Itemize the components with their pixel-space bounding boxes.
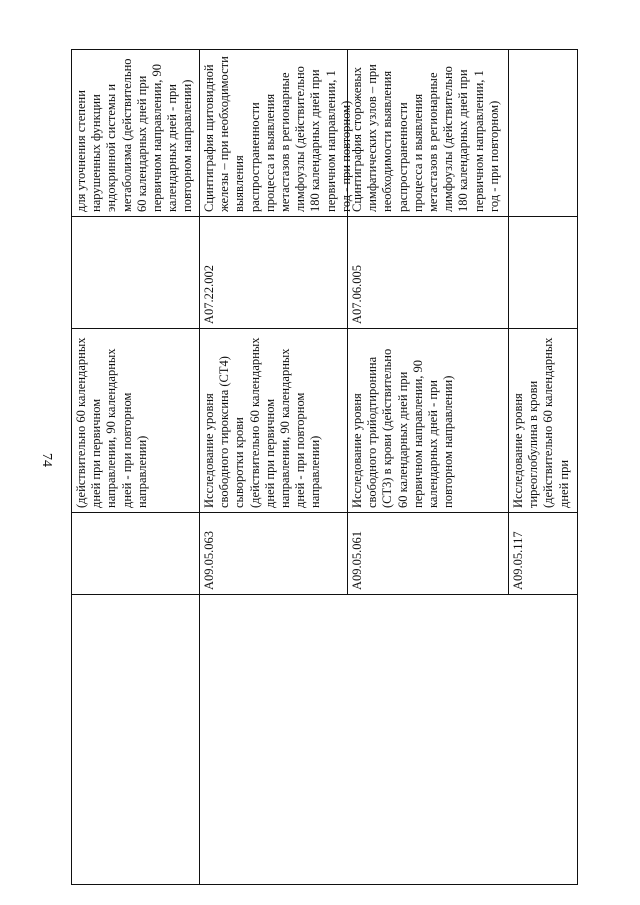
table-cell-name: Исследование уровня свободного тироксина (СТ4) сыворотки крови (действительно 60 календарных дней при первичном направлении, 90 календарных дней - при повторном направлении) [202, 337, 323, 508]
table-cell-code: A09.05.117 [511, 531, 525, 590]
rotated-table-wrapper [71, 49, 578, 885]
table-cell-code: A07.06.005 [350, 264, 364, 324]
table-cell-code [72, 217, 74, 329]
table-border-left [71, 884, 578, 885]
table-cell-code: A09.05.063 [202, 530, 216, 590]
table-cell-name: Исследование уровня свободного трийодтиронина (СТ3) в крови (действительно 60 календарных дней при первичном направлении, 90 календарных дней - при повторном направлении) [350, 348, 456, 508]
table-cell-name: Сцинтиграфия сторожевых лимфатических узлов – при необходимости выявления распространенности процесса и выявления метастазов в регионарные лимфоузлы (действительно 180 календарных дней при первичном направлении, 1 год - при повторном) [350, 64, 501, 212]
table-cell-name: Исследование уровня тиреоглобулина в крови (действительно 60 календарных дней при [511, 337, 571, 508]
page-number: 74 [39, 453, 54, 467]
table-cell-name: Сцинтиграфия щитовидной железы – при необходимости выявления распространенности процесса и выявления метастазов в регионарные лимфоузлы (действительно 180 календарных дней при первичном направлении, 1 год - при повторном) [202, 56, 353, 212]
table-cell-name: для уточнения степени нарушенных функции эндокринной системы и метаболизма (действительно 60 календарных дней при первичном направлении, 90 календарных дней - при повторном направлении) [74, 58, 195, 212]
requirements-table [71, 49, 578, 885]
table-cell-name: (действительно 60 календарных дней при первичном направлении, 90 календарных дней - при повторном направлении) [74, 337, 149, 508]
table-border-bottom [577, 49, 578, 885]
table-cell-code: A09.05.061 [350, 530, 364, 590]
table-cell-name [509, 50, 577, 217]
table-cell-code: A07.22.002 [202, 264, 216, 324]
table-cell-code [509, 217, 577, 329]
